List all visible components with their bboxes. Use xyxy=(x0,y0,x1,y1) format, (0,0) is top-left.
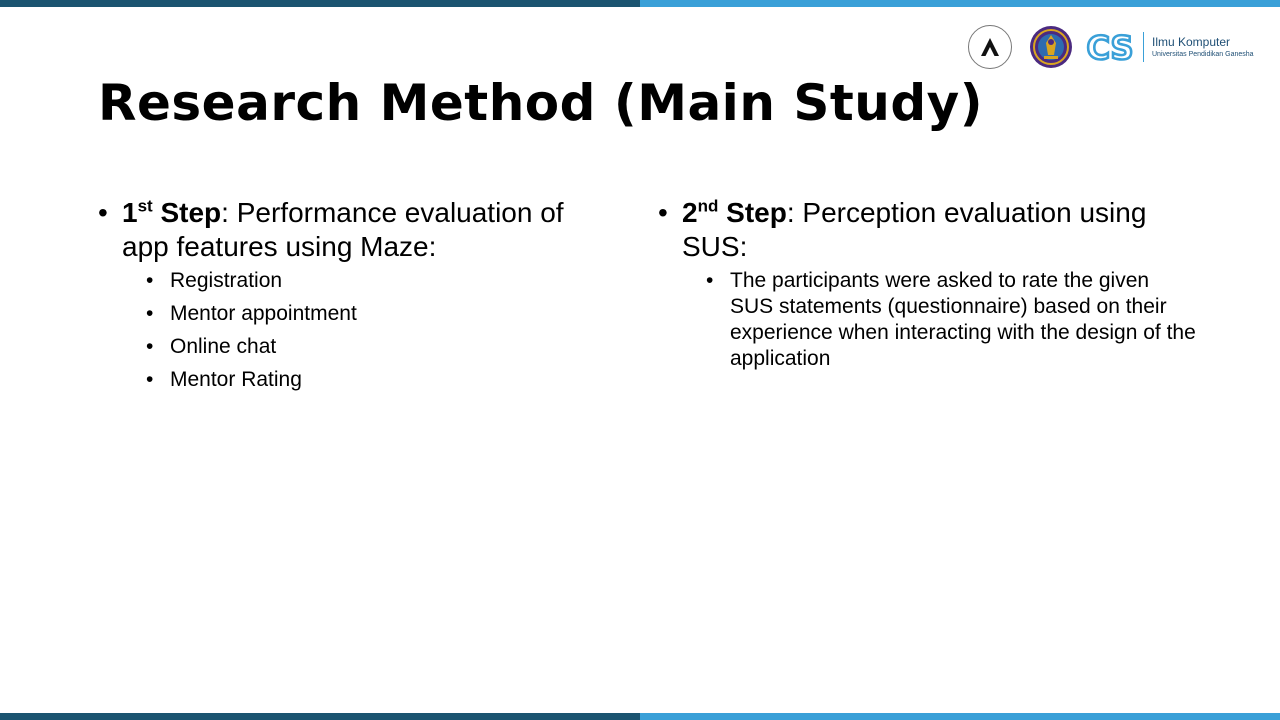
step-2-text xyxy=(682,196,1198,264)
top-accent-bar-dark xyxy=(0,0,640,7)
bullet-dot: • xyxy=(658,197,668,228)
sub-item-text: Online chat xyxy=(170,335,277,358)
logo-text-line1: Ilmu Komputer xyxy=(1152,35,1231,49)
step-2-suffix: nd xyxy=(697,196,719,216)
left-column xyxy=(98,196,598,400)
top-accent-bar-light xyxy=(640,0,1280,7)
bottom-accent-bar-dark xyxy=(0,713,640,720)
bullet-dot: • xyxy=(98,197,108,228)
right-column xyxy=(658,196,1198,372)
slide-title: Research Method (Main Study) xyxy=(98,74,984,132)
cs-logo-icon xyxy=(1085,29,1135,65)
sub-item-text: The participants were asked to rate the given SUS statements (questionnaire) based on their experience when interacting with the design of the application xyxy=(730,269,1196,370)
step-1-description: : Performance evaluation of app features using Maze: xyxy=(122,197,564,262)
sub-item-text: Mentor appointment xyxy=(170,302,357,325)
step-2-label xyxy=(682,197,787,228)
logo-divider xyxy=(1143,32,1144,62)
step-1-number: 1 xyxy=(122,197,138,228)
header-logos xyxy=(968,22,1254,72)
top-accent-bar xyxy=(0,0,1280,7)
list-item: • The participants were asked to rate the given SUS statements (questionnaire) based on their experience when interacting with the design of the application xyxy=(706,268,1198,372)
step-2-bullet xyxy=(658,196,1198,264)
bottom-accent-bar-light xyxy=(640,713,1280,720)
logo-text xyxy=(1152,36,1254,58)
step-1-text xyxy=(122,196,598,264)
step-2-description: : Perception evaluation using SUS: xyxy=(682,197,1147,262)
svg-text:CS: CS xyxy=(1086,29,1134,65)
university-seal-icon xyxy=(1029,25,1073,69)
step-2-word: Step xyxy=(718,197,787,228)
list-item: • Online chat xyxy=(146,335,277,358)
step-2-number: 2 xyxy=(682,197,698,228)
bottom-accent-bar xyxy=(0,713,1280,720)
list-item: • Mentor Rating xyxy=(146,368,302,391)
sub-item-text: Registration xyxy=(170,269,283,292)
step-1-word: Step xyxy=(152,197,222,228)
step-1-sub-list xyxy=(146,268,598,393)
arrow-a-logo-icon xyxy=(968,25,1012,69)
step-2-sub-list xyxy=(706,268,1198,372)
step-1-label xyxy=(122,197,221,228)
list-item: • Mentor appointment xyxy=(146,302,357,325)
list-item: • Registration xyxy=(146,269,283,292)
step-1-suffix: st xyxy=(137,196,153,216)
logo-text-line2: Universitas Pendidikan Ganesha xyxy=(1152,51,1254,58)
step-1-bullet xyxy=(98,196,598,264)
sub-item-text: Mentor Rating xyxy=(170,368,302,391)
